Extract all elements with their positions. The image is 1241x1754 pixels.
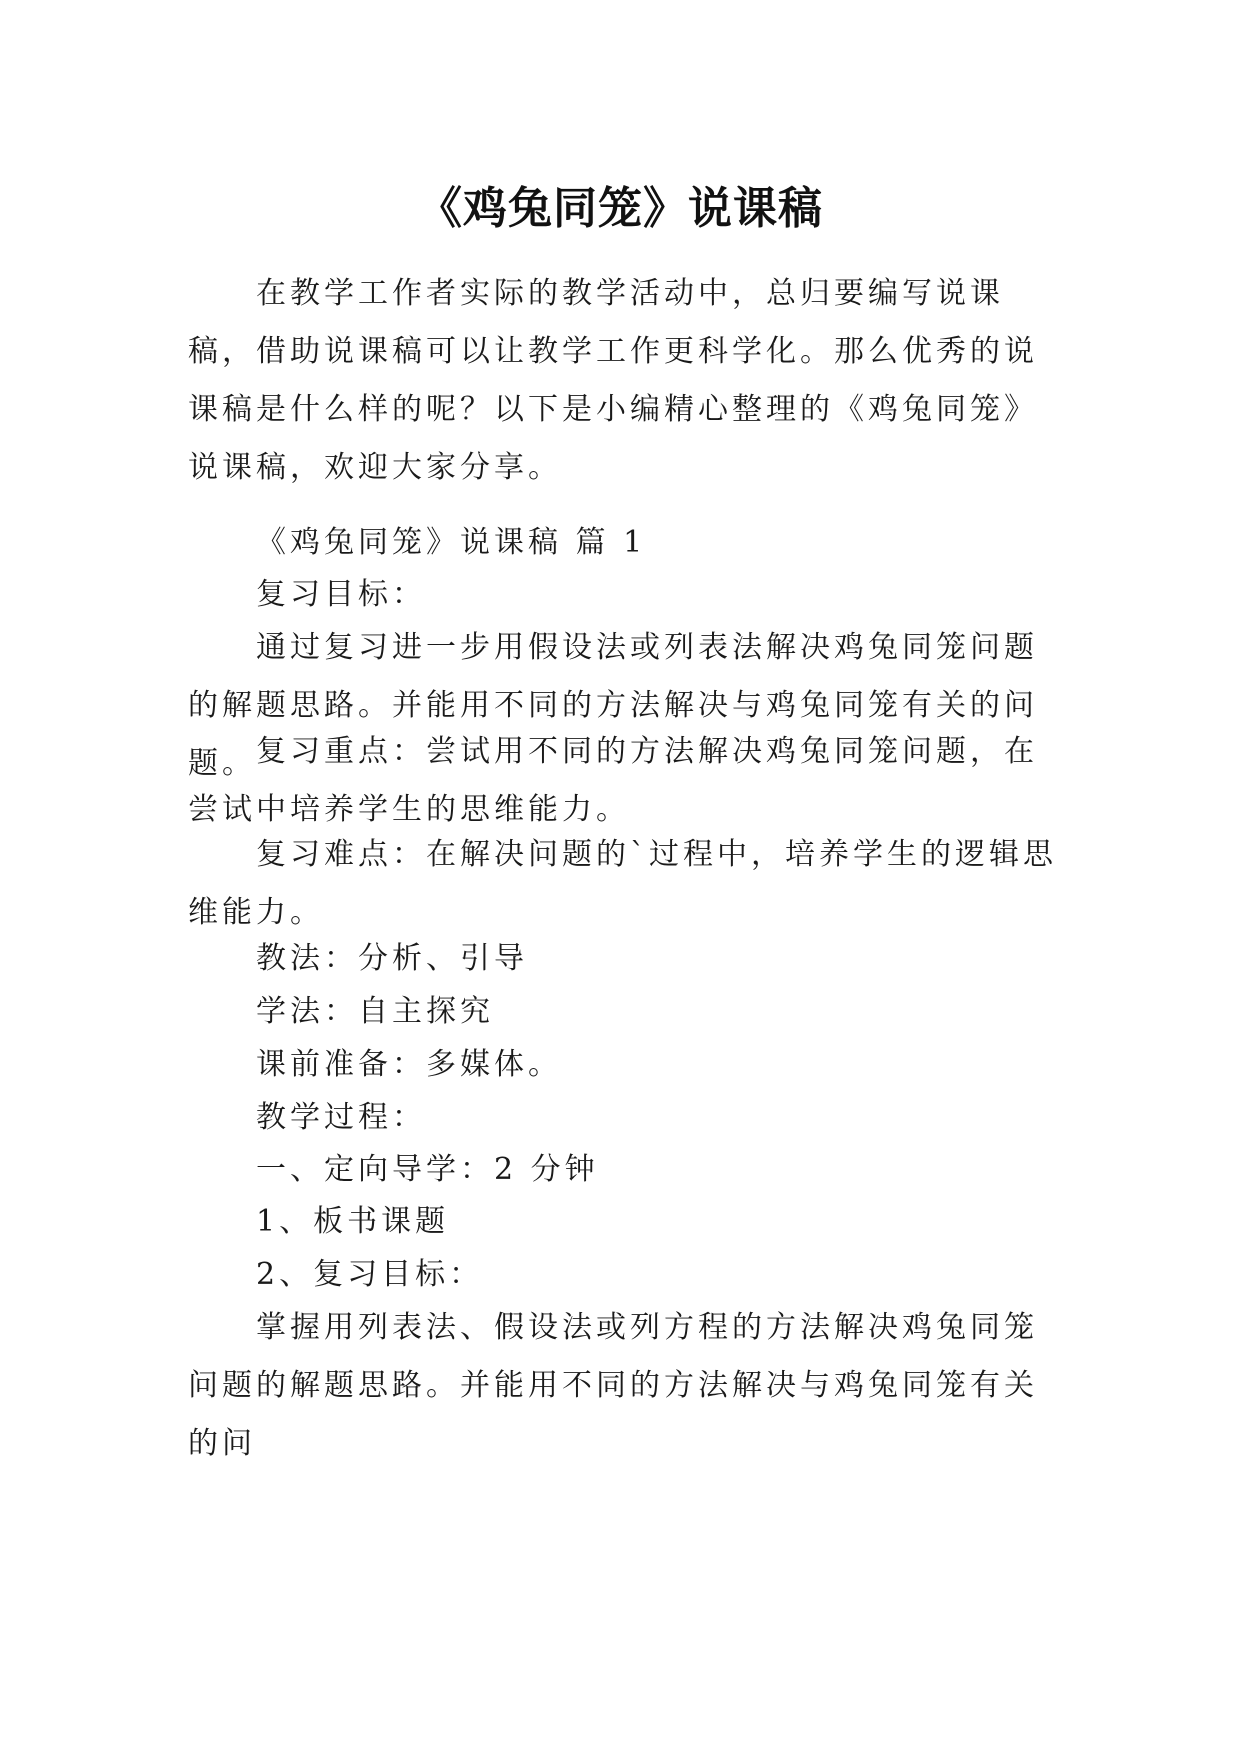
review-goal-paragraph: 通过复习进一步用假设法或列表法解决鸡兔同笼问题的解题思路。并能用不同的方法解决与鸡兔同笼有关的问题。 [188,630,1038,781]
preparation-line: 课前准备：多媒体。 [256,1047,562,1082]
step-1-1-line: 1、板书课题 [256,1204,450,1239]
learning-method-line: 学法：自主探究 [256,994,494,1029]
step-1-2-line: 2、复习目标： [256,1257,484,1292]
difficult-point-paragraph: 复习难点：在解决问题的`过程中，培养学生的逻辑思维能力。 [188,837,1057,930]
process-label: 教学过程： [256,1100,426,1135]
document-title: 《鸡兔同笼》说课稿 [418,183,823,235]
step-1-heading: 一、定向导学：2 分钟 [256,1152,599,1187]
teaching-method-line: 教法：分析、引导 [256,941,528,976]
section-heading: 《鸡兔同笼》说课稿 篇 1 [256,525,647,560]
step-1-2-paragraph: 掌握用列表法、假设法或列方程的方法解决鸡兔同笼问题的解题思路。并能用不同的方法解决与鸡兔同笼有关的问 [188,1310,1038,1461]
review-goal-label: 复习目标： [256,577,426,612]
key-point-paragraph: 复习重点：尝试用不同的方法解决鸡兔同笼问题，在尝试中培养学生的思维能力。 [188,734,1038,827]
intro-paragraph: 在教学工作者实际的教学活动中，总归要编写说课稿，借助说课稿可以让教学工作更科学化。那么优秀的说课稿是什么样的呢？以下是小编精心整理的《鸡兔同笼》说课稿，欢迎大家分享。 [188,276,1038,485]
